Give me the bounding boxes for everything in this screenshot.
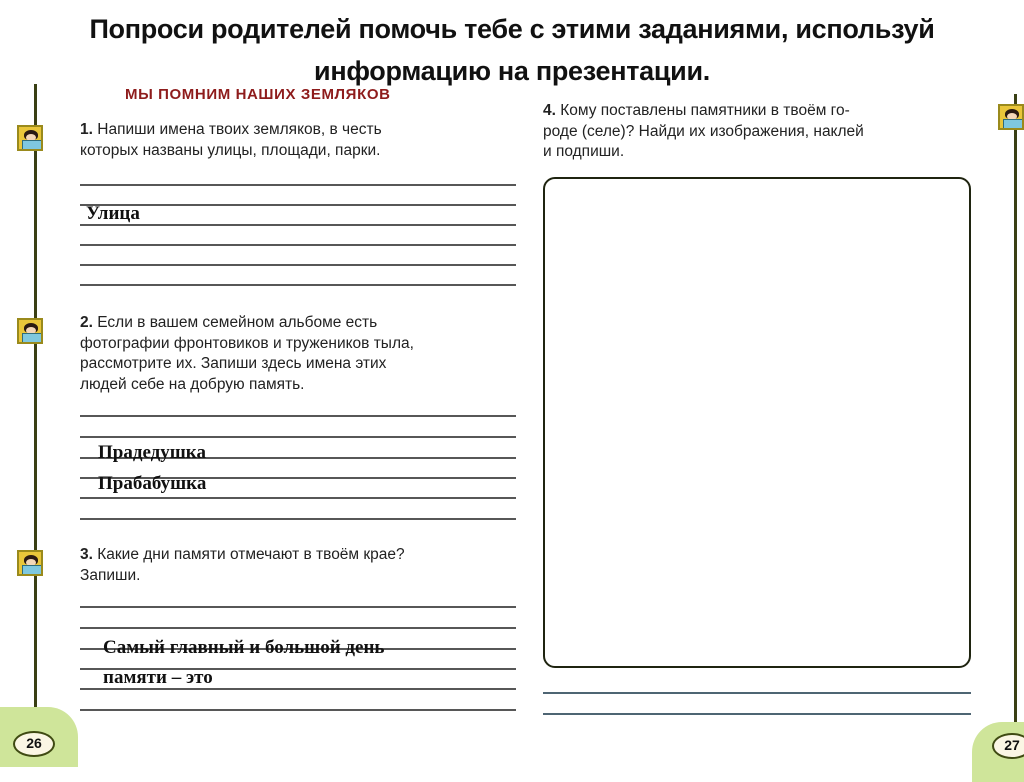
answer-line xyxy=(80,709,516,711)
task-3-number: 3. xyxy=(80,546,93,563)
task-3-text: 3. Какие дни памяти отмечают в твоём крае? Запиши. xyxy=(80,546,405,584)
reading-children-icon xyxy=(998,104,1024,130)
answer-line xyxy=(543,692,971,694)
answer-line xyxy=(80,244,516,246)
reading-children-icon xyxy=(17,550,43,576)
task-1-text: 1. Напиши имена твоих земляков, в честь которых названы улицы, площади, парки. xyxy=(80,121,382,159)
reading-children-icon xyxy=(17,318,43,344)
answer-line xyxy=(80,184,516,186)
reading-children-icon xyxy=(17,125,43,151)
slide-title-line2: информацию на презентации. xyxy=(314,56,710,86)
task-4-number: 4. xyxy=(543,102,556,119)
answer-line xyxy=(80,264,516,266)
slide-title xyxy=(0,8,1024,92)
handwritten-answer-great-grandmother: Прабабушка xyxy=(98,473,207,494)
answer-line xyxy=(80,518,516,520)
section-title: МЫ ПОМНИМ НАШИХ ЗЕМЛЯКОВ xyxy=(125,86,391,103)
monument-image-box[interactable] xyxy=(543,177,971,668)
page-number-right: 27 xyxy=(992,733,1024,759)
handwritten-answer-memorial-day-line2: памяти – это xyxy=(103,667,213,688)
handwritten-answer-memorial-day-line1: Самый главный и большой день xyxy=(103,637,385,658)
task-4-text: 4. Кому поставлены памятники в твоём го- роде (селе)? Найди их изображения, наклей и подпиши. xyxy=(543,102,864,160)
task-2-text: 2. Если в вашем семейном альбоме есть фотографии фронтовиков и тружеников тыла, рассмотрите их. Запиши здесь имена этих людей себе на добрую память. xyxy=(80,314,414,393)
left-margin-line xyxy=(34,84,37,722)
page-number-left: 26 xyxy=(13,731,55,757)
task-2-number: 2. xyxy=(80,314,93,331)
task-1-number: 1. xyxy=(80,121,93,138)
handwritten-answer-street: Улица xyxy=(86,203,140,224)
right-margin-line xyxy=(1014,94,1017,722)
answer-line xyxy=(80,436,516,438)
answer-line xyxy=(80,415,516,417)
answer-line xyxy=(80,497,516,499)
answer-line xyxy=(80,204,516,206)
handwritten-answer-great-grandfather: Прадедушка xyxy=(98,442,206,463)
answer-line xyxy=(80,606,516,608)
answer-line xyxy=(543,713,971,715)
slide-title-line1: Попроси родителей помочь тебе с этими заданиями, используй xyxy=(89,14,935,44)
answer-line xyxy=(80,627,516,629)
answer-line xyxy=(80,284,516,286)
answer-line xyxy=(80,224,516,226)
